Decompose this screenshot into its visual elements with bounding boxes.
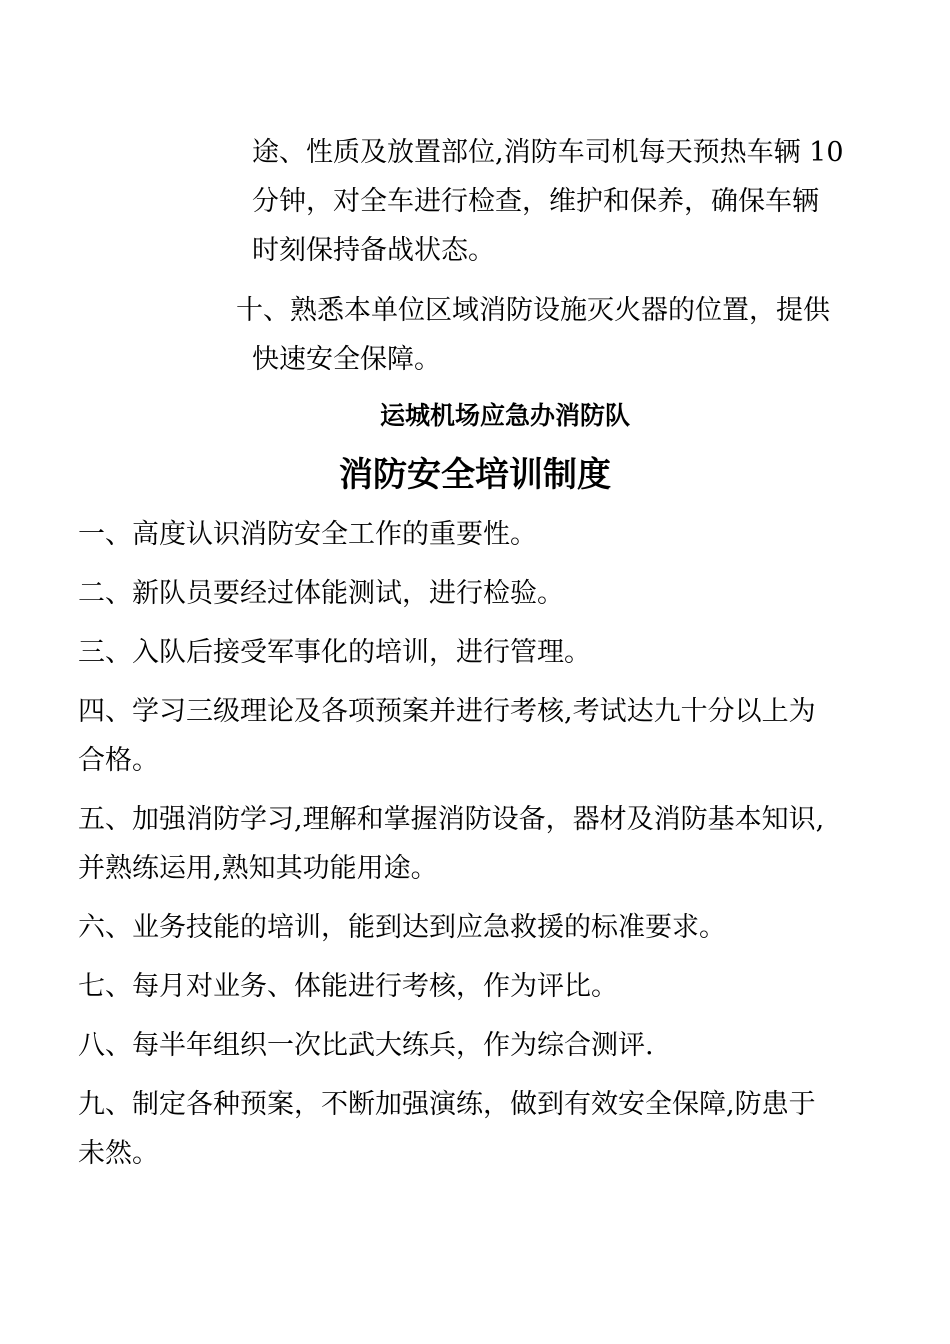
text-line: 四、学习三级理论及各项预案并进行考核,考试达九十分以上为 [78, 696, 816, 727]
list-item-ten [236, 286, 886, 384]
text-line: 并熟练运用,熟知其功能用途。 [78, 853, 438, 884]
document-title: 消防安全培训制度 [339, 455, 611, 495]
text-line: 十、熟悉本单位区域消防设施灭火器的位置，提供 [236, 295, 830, 326]
text-line: 二、新队员要经过体能测试，进行检验。 [78, 578, 564, 609]
text-line: 快速安全保障。 [252, 344, 441, 375]
list-item [78, 962, 878, 1011]
previous-item-continuation [252, 128, 882, 275]
text-line: 七、每月对业务、体能进行考核，作为评比。 [78, 971, 618, 1002]
regulation-list [78, 510, 878, 1188]
text-line: 未然。 [78, 1138, 159, 1169]
list-item [78, 1080, 878, 1178]
text-line: 九、制定各种预案，不断加强演练，做到有效安全保障,防患于 [78, 1089, 816, 1120]
list-item [78, 1021, 878, 1070]
list-item [78, 903, 878, 952]
list-item [78, 687, 878, 785]
text-line: 五、加强消防学习,理解和掌握消防设备，器材及消防基本知识, [78, 804, 825, 835]
text-line: 途、性质及放置部位,消防车司机每天预热车辆 10 [252, 137, 844, 168]
text-line: 合格。 [78, 745, 159, 776]
text-line: 分钟，对全车进行检查，维护和保养，确保车辆 [252, 186, 819, 217]
list-item [78, 510, 878, 559]
list-item [78, 569, 878, 618]
text-line: 八、每半年组织一次比武大练兵，作为综合测评. [78, 1030, 654, 1061]
list-item [78, 795, 878, 893]
text-line: 时刻保持备战状态。 [252, 235, 495, 266]
organization-name: 运城机场应急办消防队 [379, 401, 630, 430]
text-line: 一、高度认识消防安全工作的重要性。 [78, 519, 537, 550]
text-line: 六、业务技能的培训，能到达到应急救援的标准要求。 [78, 912, 726, 943]
list-item [78, 628, 878, 677]
text-line: 三、入队后接受军事化的培训，进行管理。 [78, 637, 591, 668]
